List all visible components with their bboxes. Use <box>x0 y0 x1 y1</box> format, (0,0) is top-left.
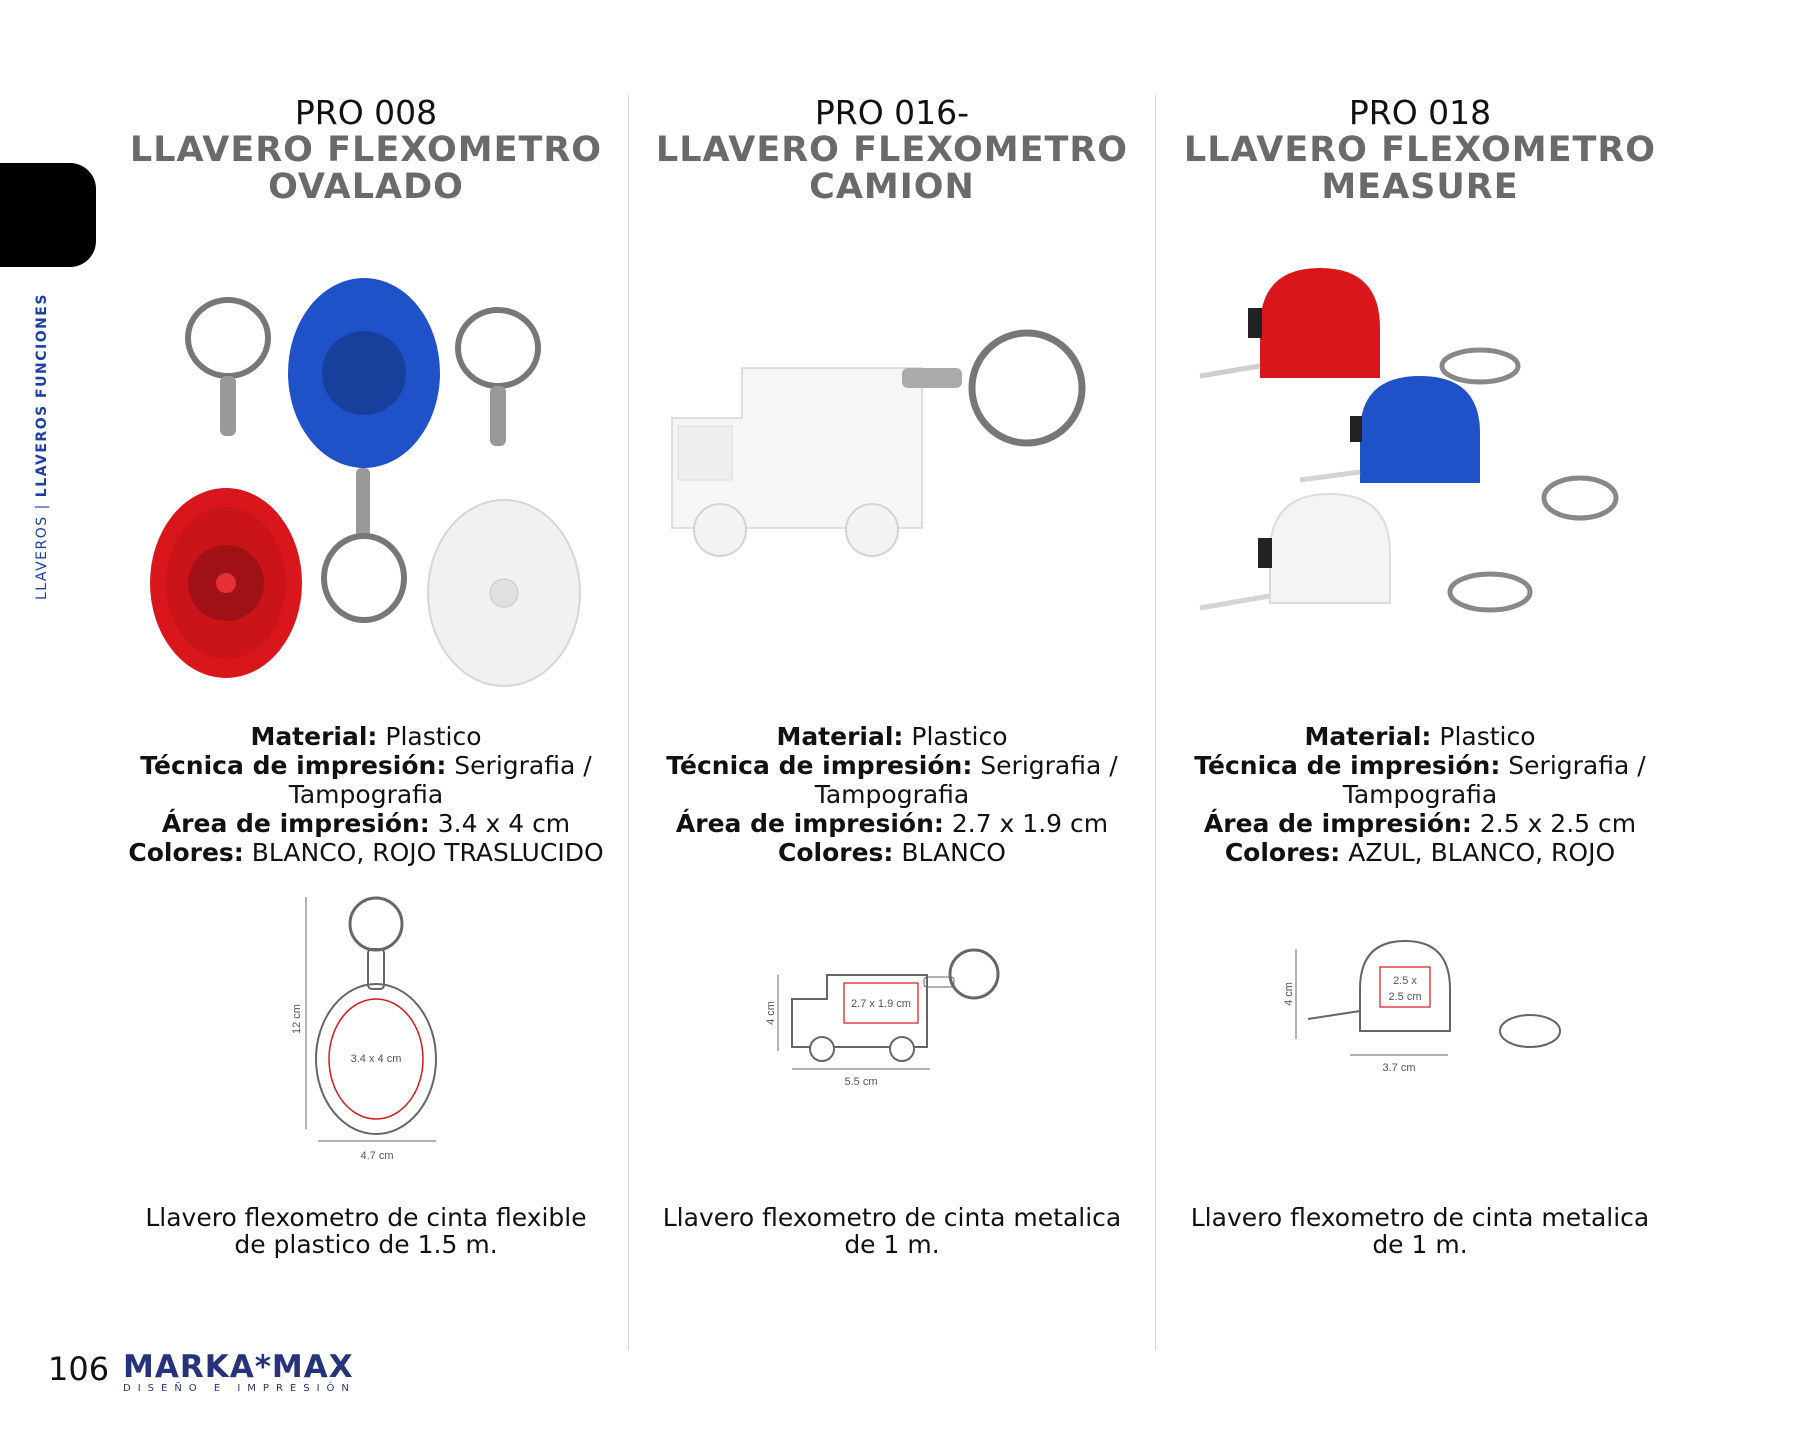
description-line: Llavero flexometro de cinta metalica <box>1190 1203 1650 1232</box>
spec-label: Material: <box>776 722 904 751</box>
product-name <box>632 132 1152 240</box>
sidebar-section-label <box>34 293 50 600</box>
product-specs <box>632 722 1152 867</box>
product-name-line: LLAVERO FLEXOMETRO <box>655 132 1129 170</box>
dimension-width-text: 5.5 cm <box>844 1076 878 1088</box>
spec-value: Plastico <box>385 722 482 751</box>
dimension-area-text: 3.4 x 4 cm <box>350 1053 402 1065</box>
product-photo <box>632 248 1152 708</box>
page-number: 106 <box>48 1350 110 1388</box>
product-code: PRO 008 <box>294 93 438 132</box>
spec-label: Colores: <box>778 838 894 867</box>
product-code: PRO 018 <box>1348 93 1492 132</box>
product-specs <box>1160 722 1680 867</box>
brand-name: MARKA*MAX <box>123 1349 354 1385</box>
product-name-line: LLAVERO FLEXOMETRO <box>1183 132 1657 170</box>
dimension-height-text: 12 cm <box>291 1004 303 1034</box>
sidebar-section: LLAVEROS <box>34 515 50 600</box>
spec-material <box>1160 722 1680 751</box>
spec-value: 2.5 x 2.5 cm <box>1479 809 1637 838</box>
product-name-line: MEASURE <box>1321 167 1519 207</box>
description-line: de plastico de 1.5 m. <box>234 1230 498 1259</box>
spec-value: 2.7 x 1.9 cm <box>951 809 1109 838</box>
product-description <box>106 1204 626 1258</box>
description-line: Llavero flexometro de cinta metalica <box>662 1203 1122 1232</box>
spec-colores <box>632 838 1152 867</box>
spec-value: BLANCO, ROJO TRASLUCIDO <box>251 838 604 867</box>
spec-area <box>632 809 1152 838</box>
spec-value: Tampografia <box>288 780 444 809</box>
sidebar-subsection: LLAVEROS FUNCIONES <box>34 293 50 498</box>
product-name-line: OVALADO <box>268 167 464 207</box>
product-name-line: CAMION <box>809 167 975 207</box>
dimension-width-text: 3.7 cm <box>1382 1062 1416 1074</box>
spec-label: Colores: <box>128 838 244 867</box>
sidebar-separator: | <box>34 497 50 516</box>
dimension-drawing <box>106 879 626 1204</box>
spec-value: Tampografia <box>1342 780 1498 809</box>
spec-label: Área de impresión: <box>675 809 944 838</box>
column-divider <box>628 95 629 1350</box>
spec-label: Técnica de impresión: <box>1194 751 1501 780</box>
dimension-drawing <box>632 879 1152 1204</box>
dimension-width-text: 4.7 cm <box>360 1150 394 1162</box>
spec-value: AZUL, BLANCO, ROJO <box>1348 838 1616 867</box>
product-card-pro-018 <box>1160 94 1680 1258</box>
dimension-drawing <box>1160 879 1680 1204</box>
spec-colores <box>106 838 626 867</box>
spec-tecnica <box>106 751 626 780</box>
spec-label: Área de impresión: <box>1203 809 1472 838</box>
spec-tecnica <box>632 751 1152 780</box>
spec-label: Material: <box>1304 722 1432 751</box>
spec-value: Tampografia <box>814 780 970 809</box>
product-name <box>106 132 626 240</box>
spec-value: Plastico <box>1439 722 1536 751</box>
product-specs <box>106 722 626 867</box>
dimension-height-text: 4 cm <box>765 1001 777 1025</box>
brand-logo <box>123 1349 356 1394</box>
product-name <box>1160 132 1680 240</box>
dimension-height-text: 4 cm <box>1283 982 1295 1006</box>
product-name-line: LLAVERO FLEXOMETRO <box>129 132 603 170</box>
brand-tagline: DISEÑO E IMPRESIÓN <box>123 1383 356 1394</box>
spec-value: 3.4 x 4 cm <box>437 809 571 838</box>
product-description <box>632 1204 1152 1258</box>
spec-label: Técnica de impresión: <box>140 751 447 780</box>
section-tab <box>0 163 96 267</box>
spec-area <box>106 809 626 838</box>
description-line: de 1 m. <box>1372 1230 1468 1259</box>
spec-area <box>1160 809 1680 838</box>
spec-value: Serigrafia / <box>1508 751 1646 780</box>
product-card-pro-016 <box>632 94 1152 1258</box>
spec-label: Técnica de impresión: <box>666 751 973 780</box>
spec-colores <box>1160 838 1680 867</box>
dimension-area-text: 2.7 x 1.9 cm <box>851 998 911 1010</box>
dimension-area-text: 2.5 x <box>1393 975 1417 987</box>
product-photo <box>106 248 626 708</box>
spec-material <box>106 722 626 751</box>
spec-value: Plastico <box>911 722 1008 751</box>
column-divider <box>1155 95 1156 1350</box>
spec-value: Serigrafia / <box>454 751 592 780</box>
product-code: PRO 016- <box>814 93 970 132</box>
spec-label: Área de impresión: <box>161 809 430 838</box>
product-description <box>1160 1204 1680 1258</box>
description-line: Llavero flexometro de cinta flexible <box>145 1203 587 1232</box>
dimension-area-text: 2.5 cm <box>1388 991 1422 1003</box>
spec-label: Material: <box>250 722 378 751</box>
spec-tecnica <box>1160 751 1680 780</box>
spec-value: BLANCO <box>901 838 1006 867</box>
product-card-pro-008 <box>106 94 626 1258</box>
spec-material <box>632 722 1152 751</box>
product-photo <box>1160 248 1680 708</box>
description-line: de 1 m. <box>844 1230 940 1259</box>
spec-label: Colores: <box>1224 838 1341 867</box>
spec-value: Serigrafia / <box>980 751 1118 780</box>
